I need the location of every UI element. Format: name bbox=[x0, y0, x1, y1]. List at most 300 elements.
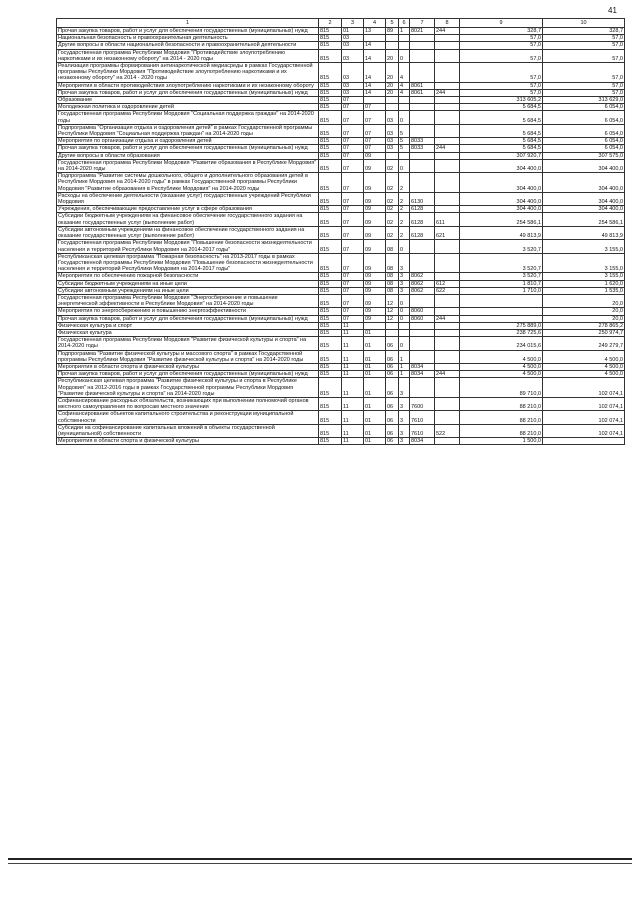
row-name-cell: Республиканская целевая программа "Пожарная безопасность" на 2013-2017 годы в рамках Государственной программы Республики Мордовия "Повышение безопасности жизнедеятельности населения и территорий Республики Мордовия на 2014-2017 годы" bbox=[57, 253, 319, 273]
expense-direction-cell: 8062 bbox=[410, 280, 435, 287]
section-cell: 11 bbox=[342, 322, 364, 329]
amount-2016-cell: 4 500,0 bbox=[543, 363, 625, 370]
expense-direction-cell bbox=[410, 253, 435, 273]
section-cell: 07 bbox=[342, 280, 364, 287]
row-name-cell: Прочая закупка товаров, работ и услуг для обеспечения государственных (муниципальных) нужд bbox=[57, 371, 319, 378]
subsection-cell: 01 bbox=[364, 337, 386, 350]
expense-direction-cell: 6128 bbox=[410, 213, 435, 226]
subsection-cell: 09 bbox=[364, 226, 386, 239]
expense-direction-cell bbox=[410, 350, 435, 363]
subprogram-cell: 2 bbox=[399, 226, 410, 239]
expense-direction-cell bbox=[410, 97, 435, 104]
subprogram-cell: 5 bbox=[399, 145, 410, 152]
expense-type-cell bbox=[435, 104, 460, 111]
subprogram-cell bbox=[399, 329, 410, 336]
column-header: 9 bbox=[460, 19, 543, 28]
expense-direction-cell: 8021 bbox=[410, 28, 435, 35]
row-name-cell: Государственная программа Республики Мордовия "Развитие образования в Республике Мордовия" на 2014-2020 годы bbox=[57, 159, 319, 172]
table-row bbox=[57, 104, 625, 111]
row-name-cell: Подпрограмма "Развитие физической культуры и массового спорта" в рамках Государственной программы Республики Мордовия "Развитие физической культуры и спорта" на 2014-2020 годы bbox=[57, 350, 319, 363]
subprogram-cell: 3 bbox=[399, 438, 410, 445]
expense-direction-cell: 8062 bbox=[410, 287, 435, 294]
row-name-cell: Мероприятия по обеспечению пожарной безопасности bbox=[57, 273, 319, 280]
admin-code-cell: 815 bbox=[319, 329, 342, 336]
expense-direction-cell: 7610 bbox=[410, 424, 435, 437]
amount-2015-cell: 254 586,1 bbox=[460, 213, 543, 226]
subsection-cell bbox=[364, 322, 386, 329]
column-header: 2 bbox=[319, 19, 342, 28]
amount-2015-cell: 1 710,0 bbox=[460, 287, 543, 294]
amount-2015-cell: 49 813,9 bbox=[460, 226, 543, 239]
expense-direction-cell: 8060 bbox=[410, 308, 435, 315]
amount-2015-cell: 5 684,5 bbox=[460, 138, 543, 145]
column-header: 10 bbox=[543, 19, 625, 28]
admin-code-cell: 815 bbox=[319, 63, 342, 83]
subsection-cell: 09 bbox=[364, 294, 386, 307]
table-row bbox=[57, 280, 625, 287]
table-row bbox=[57, 315, 625, 322]
subsection-cell bbox=[364, 35, 386, 42]
section-cell: 07 bbox=[342, 240, 364, 253]
subprogram-cell bbox=[399, 104, 410, 111]
table-row bbox=[57, 322, 625, 329]
amount-2016-cell: 102 074,1 bbox=[543, 378, 625, 398]
admin-code-cell: 815 bbox=[319, 152, 342, 159]
subprogram-cell: 4 bbox=[399, 89, 410, 96]
subsection-cell: 07 bbox=[364, 104, 386, 111]
amount-2015-cell: 57,0 bbox=[460, 35, 543, 42]
row-name-cell: Государственная программа Республики Мордовия "Повышение безопасности жизнедеятельности населения и территорий Республики Мордовия на 2014-2017 годы" bbox=[57, 240, 319, 253]
amount-2015-cell: 304 400,0 bbox=[460, 206, 543, 213]
subprogram-cell: 2 bbox=[399, 213, 410, 226]
row-name-cell: Государственная программа Республики Мордовия "Противодействие злоупотреблению наркотиками и их незаконному обороту" на 2014 - 2020 годы bbox=[57, 49, 319, 62]
amount-2015-cell: 5 684,5 bbox=[460, 104, 543, 111]
expense-type-cell bbox=[435, 49, 460, 62]
expense-type-cell: 244 bbox=[435, 28, 460, 35]
amount-2016-cell: 304 400,0 bbox=[543, 206, 625, 213]
amount-2016-cell: 57,0 bbox=[543, 49, 625, 62]
expense-direction-cell: 8061 bbox=[410, 89, 435, 96]
amount-2016-cell: 250 974,7 bbox=[543, 329, 625, 336]
section-cell: 07 bbox=[342, 111, 364, 124]
expense-type-cell bbox=[435, 378, 460, 398]
expense-type-cell bbox=[435, 192, 460, 205]
subsection-cell: 09 bbox=[364, 253, 386, 273]
subprogram-cell bbox=[399, 42, 410, 49]
amount-2015-cell: 1 500,0 bbox=[460, 438, 543, 445]
section-cell: 07 bbox=[342, 145, 364, 152]
row-name-cell: Мероприятия в области спорта и физической культуры bbox=[57, 438, 319, 445]
admin-code-cell: 815 bbox=[319, 280, 342, 287]
subsection-cell: 07 bbox=[364, 111, 386, 124]
expense-direction-cell: 8060 bbox=[410, 315, 435, 322]
amount-2016-cell: 254 586,1 bbox=[543, 213, 625, 226]
expense-type-cell bbox=[435, 253, 460, 273]
subsection-cell: 09 bbox=[364, 152, 386, 159]
admin-code-cell: 815 bbox=[319, 424, 342, 437]
subprogram-cell: 1 bbox=[399, 363, 410, 370]
amount-2015-cell: 313 605,2 bbox=[460, 97, 543, 104]
row-name-cell: Государственная программа Республики Мордовия "Развитие физической культуры и спорта" на 2014-2020 годы bbox=[57, 337, 319, 350]
subsection-cell: 01 bbox=[364, 350, 386, 363]
expense-direction-cell: 8033 bbox=[410, 145, 435, 152]
expense-direction-cell: 8061 bbox=[410, 82, 435, 89]
amount-2016-cell: 304 400,0 bbox=[543, 192, 625, 205]
expense-type-cell bbox=[435, 124, 460, 137]
admin-code-cell: 815 bbox=[319, 89, 342, 96]
expense-type-cell bbox=[435, 273, 460, 280]
subsection-cell: 09 bbox=[364, 273, 386, 280]
section-cell: 03 bbox=[342, 49, 364, 62]
program-cell: 06 bbox=[386, 337, 399, 350]
table-row bbox=[57, 253, 625, 273]
section-cell: 07 bbox=[342, 206, 364, 213]
subsection-cell bbox=[364, 97, 386, 104]
row-name-cell: Государственная программа Республики Мордовия "Энергосбережение и повышение энергетической эффективности в Республике Мордовия" на 2014-2020 годы bbox=[57, 294, 319, 307]
expense-direction-cell bbox=[410, 337, 435, 350]
expense-type-cell bbox=[435, 111, 460, 124]
table-row bbox=[57, 294, 625, 307]
expense-type-cell bbox=[435, 397, 460, 410]
subsection-cell: 09 bbox=[364, 308, 386, 315]
table-row bbox=[57, 287, 625, 294]
section-cell: 07 bbox=[342, 192, 364, 205]
section-cell: 07 bbox=[342, 104, 364, 111]
program-cell bbox=[386, 104, 399, 111]
section-cell: 11 bbox=[342, 337, 364, 350]
subprogram-cell: 2 bbox=[399, 206, 410, 213]
section-cell: 11 bbox=[342, 329, 364, 336]
subprogram-cell: 1 bbox=[399, 371, 410, 378]
program-cell: 20 bbox=[386, 82, 399, 89]
expense-direction-cell: 8062 bbox=[410, 273, 435, 280]
admin-code-cell: 815 bbox=[319, 240, 342, 253]
subsection-cell: 09 bbox=[364, 280, 386, 287]
section-cell: 07 bbox=[342, 152, 364, 159]
expense-type-cell bbox=[435, 322, 460, 329]
admin-code-cell: 815 bbox=[319, 104, 342, 111]
expense-type-cell bbox=[435, 240, 460, 253]
table-row bbox=[57, 63, 625, 83]
row-name-cell: Прочая закупка товаров, работ и услуг для обеспечения государственных (муниципальных) нужд bbox=[57, 145, 319, 152]
expense-type-cell bbox=[435, 308, 460, 315]
expense-type-cell bbox=[435, 35, 460, 42]
admin-code-cell: 815 bbox=[319, 206, 342, 213]
section-cell: 11 bbox=[342, 371, 364, 378]
subprogram-cell: 3 bbox=[399, 280, 410, 287]
expense-type-cell: 621 bbox=[435, 226, 460, 239]
program-cell: 02 bbox=[386, 226, 399, 239]
row-name-cell: Учреждения, обеспечивающие предоставление услуг в сфере образования bbox=[57, 206, 319, 213]
amount-2015-cell: 4 500,0 bbox=[460, 350, 543, 363]
amount-2015-cell: 3 520,7 bbox=[460, 240, 543, 253]
table-row bbox=[57, 97, 625, 104]
section-cell: 07 bbox=[342, 173, 364, 193]
section-cell: 07 bbox=[342, 124, 364, 137]
expense-direction-cell bbox=[410, 42, 435, 49]
amount-2015-cell: 3 520,7 bbox=[460, 273, 543, 280]
expense-type-cell bbox=[435, 294, 460, 307]
expense-type-cell bbox=[435, 82, 460, 89]
expense-direction-cell: 6128 bbox=[410, 206, 435, 213]
expense-direction-cell bbox=[410, 124, 435, 137]
program-cell: 03 bbox=[386, 145, 399, 152]
row-name-cell: Национальная безопасность и правоохранительная деятельность bbox=[57, 35, 319, 42]
column-header: 7 bbox=[410, 19, 435, 28]
amount-2016-cell: 1 620,0 bbox=[543, 280, 625, 287]
subsection-cell: 09 bbox=[364, 287, 386, 294]
amount-2015-cell: 304 400,0 bbox=[460, 159, 543, 172]
amount-2015-cell: 57,0 bbox=[460, 89, 543, 96]
admin-code-cell: 815 bbox=[319, 371, 342, 378]
table-row bbox=[57, 206, 625, 213]
expense-type-cell bbox=[435, 138, 460, 145]
amount-2015-cell: 234 015,6 bbox=[460, 337, 543, 350]
expense-direction-cell: 8034 bbox=[410, 371, 435, 378]
admin-code-cell: 815 bbox=[319, 192, 342, 205]
amount-2015-cell bbox=[460, 308, 543, 315]
program-cell: 03 bbox=[386, 138, 399, 145]
amount-2015-cell: 5 684,5 bbox=[460, 111, 543, 124]
table-row bbox=[57, 159, 625, 172]
admin-code-cell: 815 bbox=[319, 438, 342, 445]
row-name-cell: Прочая закупка товаров, работ и услуг для обеспечения государственных (муниципальных) нужд bbox=[57, 28, 319, 35]
program-cell: 06 bbox=[386, 438, 399, 445]
column-header: 1 bbox=[57, 19, 319, 28]
column-header: 5 bbox=[386, 19, 399, 28]
admin-code-cell: 815 bbox=[319, 111, 342, 124]
row-name-cell: Республиканская целевая программа "Развитие физической культуры и спорта в Республике Мордовия" на 2012-2016 годы в рамках Государственной программы Республики Мордовия "Развитие физической культуры и спорта" на 2014-2020 годы bbox=[57, 378, 319, 398]
section-cell: 07 bbox=[342, 159, 364, 172]
section-cell: 07 bbox=[342, 273, 364, 280]
amount-2016-cell: 278 865,2 bbox=[543, 322, 625, 329]
section-cell: 03 bbox=[342, 35, 364, 42]
subsection-cell: 09 bbox=[364, 240, 386, 253]
amount-2016-cell: 57,0 bbox=[543, 42, 625, 49]
expense-type-cell bbox=[435, 152, 460, 159]
table-row bbox=[57, 397, 625, 410]
program-cell: 20 bbox=[386, 89, 399, 96]
table-row bbox=[57, 337, 625, 350]
table-row bbox=[57, 145, 625, 152]
expense-type-cell: 522 bbox=[435, 424, 460, 437]
table-row bbox=[57, 411, 625, 424]
admin-code-cell: 815 bbox=[319, 322, 342, 329]
program-cell: 12 bbox=[386, 294, 399, 307]
subprogram-cell bbox=[399, 35, 410, 42]
subprogram-cell: 4 bbox=[399, 63, 410, 83]
expense-type-cell: 612 bbox=[435, 280, 460, 287]
section-cell: 07 bbox=[342, 287, 364, 294]
amount-2015-cell bbox=[460, 294, 543, 307]
row-name-cell: Подпрограмма "Организация отдыха и оздоровления детей" в рамках Государственной программы Республики Мордовия "Социальная поддержка граждан" на 2014-2020 годы bbox=[57, 124, 319, 137]
subsection-cell: 01 bbox=[364, 378, 386, 398]
admin-code-cell: 815 bbox=[319, 28, 342, 35]
table-row bbox=[57, 152, 625, 159]
program-cell: 02 bbox=[386, 159, 399, 172]
row-name-cell: Прочая закупка товаров, работ и услуг для обеспечения государственных (муниципальных) нужд bbox=[57, 315, 319, 322]
table-row bbox=[57, 329, 625, 336]
program-cell bbox=[386, 97, 399, 104]
amount-2016-cell: 20,0 bbox=[543, 315, 625, 322]
amount-2016-cell: 3 155,0 bbox=[543, 273, 625, 280]
amount-2015-cell: 3 520,7 bbox=[460, 253, 543, 273]
subprogram-cell: 1 bbox=[399, 28, 410, 35]
subprogram-cell: 0 bbox=[399, 240, 410, 253]
expense-direction-cell bbox=[410, 159, 435, 172]
amount-2015-cell: 1 810,7 bbox=[460, 280, 543, 287]
amount-2015-cell: 275 889,0 bbox=[460, 322, 543, 329]
amount-2016-cell: 102 074,1 bbox=[543, 397, 625, 410]
amount-2015-cell: 5 684,5 bbox=[460, 145, 543, 152]
subsection-cell: 07 bbox=[364, 145, 386, 152]
amount-2016-cell: 6 054,0 bbox=[543, 124, 625, 137]
expense-type-cell bbox=[435, 159, 460, 172]
column-header: 4 bbox=[364, 19, 386, 28]
expense-type-cell bbox=[435, 350, 460, 363]
subprogram-cell bbox=[399, 97, 410, 104]
admin-code-cell: 815 bbox=[319, 35, 342, 42]
table-row bbox=[57, 226, 625, 239]
program-cell bbox=[386, 322, 399, 329]
section-cell: 03 bbox=[342, 63, 364, 83]
row-name-cell: Прочая закупка товаров, работ и услуг для обеспечения государственных (муниципальных) нужд bbox=[57, 89, 319, 96]
admin-code-cell: 815 bbox=[319, 378, 342, 398]
table-row bbox=[57, 350, 625, 363]
table-row bbox=[57, 28, 625, 35]
subprogram-cell: 3 bbox=[399, 397, 410, 410]
program-cell bbox=[386, 152, 399, 159]
column-header: 8 bbox=[435, 19, 460, 28]
table-row bbox=[57, 424, 625, 437]
expense-direction-cell bbox=[410, 378, 435, 398]
subsection-cell: 01 bbox=[364, 411, 386, 424]
program-cell: 06 bbox=[386, 424, 399, 437]
amount-2016-cell: 304 400,0 bbox=[543, 159, 625, 172]
subsection-cell: 09 bbox=[364, 192, 386, 205]
program-cell bbox=[386, 42, 399, 49]
amount-2015-cell: 307 920,7 bbox=[460, 152, 543, 159]
table-row bbox=[57, 49, 625, 62]
amount-2016-cell: 307 575,0 bbox=[543, 152, 625, 159]
subsection-cell: 09 bbox=[364, 159, 386, 172]
admin-code-cell: 815 bbox=[319, 124, 342, 137]
expense-direction-cell bbox=[410, 35, 435, 42]
program-cell bbox=[386, 329, 399, 336]
section-cell: 11 bbox=[342, 397, 364, 410]
section-cell: 07 bbox=[342, 308, 364, 315]
subprogram-cell: 3 bbox=[399, 253, 410, 273]
subsection-cell: 14 bbox=[364, 63, 386, 83]
amount-2015-cell: 88 210,0 bbox=[460, 424, 543, 437]
expense-type-cell bbox=[435, 97, 460, 104]
subprogram-cell: 3 bbox=[399, 287, 410, 294]
admin-code-cell: 815 bbox=[319, 253, 342, 273]
amount-2016-cell: 6 054,0 bbox=[543, 104, 625, 111]
program-cell: 08 bbox=[386, 253, 399, 273]
amount-2015-cell: 88 210,0 bbox=[460, 411, 543, 424]
table-header-row bbox=[57, 19, 625, 28]
subprogram-cell: 0 bbox=[399, 308, 410, 315]
table-row bbox=[57, 308, 625, 315]
program-cell: 08 bbox=[386, 240, 399, 253]
admin-code-cell: 815 bbox=[319, 294, 342, 307]
table-row bbox=[57, 42, 625, 49]
subsection-cell: 09 bbox=[364, 213, 386, 226]
row-name-cell: Государственная программа Республики Мордовия "Социальная поддержка граждан" на 2014-2020 годы bbox=[57, 111, 319, 124]
amount-2016-cell: 57,0 bbox=[543, 63, 625, 83]
expense-type-cell: 611 bbox=[435, 213, 460, 226]
program-cell: 06 bbox=[386, 378, 399, 398]
subprogram-cell bbox=[399, 322, 410, 329]
table-row bbox=[57, 173, 625, 193]
amount-2016-cell: 6 054,0 bbox=[543, 145, 625, 152]
expense-type-cell bbox=[435, 411, 460, 424]
amount-2016-cell bbox=[543, 438, 625, 445]
amount-2016-cell: 1 535,0 bbox=[543, 287, 625, 294]
row-name-cell: Субсидии автономным учреждениям на финансовое обеспечение государственного задания на оказание государственных услуг (выполнение работ) bbox=[57, 226, 319, 239]
section-cell: 11 bbox=[342, 350, 364, 363]
admin-code-cell: 815 bbox=[319, 82, 342, 89]
row-name-cell: Расходы на обеспечение деятельности (оказание услуг) государственных учреждений Республики Мордовия bbox=[57, 192, 319, 205]
table-row bbox=[57, 138, 625, 145]
expense-direction-cell: 6130 bbox=[410, 192, 435, 205]
expense-direction-cell bbox=[410, 329, 435, 336]
subprogram-cell: 0 bbox=[399, 315, 410, 322]
admin-code-cell: 815 bbox=[319, 287, 342, 294]
section-cell: 07 bbox=[342, 226, 364, 239]
row-name-cell: Субсидии автономным учреждениям на иные цели bbox=[57, 287, 319, 294]
expense-type-cell bbox=[435, 42, 460, 49]
expense-direction-cell bbox=[410, 63, 435, 83]
amount-2015-cell: 5 684,5 bbox=[460, 124, 543, 137]
program-cell: 06 bbox=[386, 363, 399, 370]
program-cell: 08 bbox=[386, 280, 399, 287]
table-row bbox=[57, 438, 625, 445]
expense-direction-cell: 8034 bbox=[410, 363, 435, 370]
program-cell: 89 bbox=[386, 28, 399, 35]
amount-2015-cell: 4 500,0 bbox=[460, 371, 543, 378]
amount-2016-cell: 328,7 bbox=[543, 28, 625, 35]
expense-type-cell bbox=[435, 337, 460, 350]
program-cell: 12 bbox=[386, 315, 399, 322]
footer-divider-thin bbox=[8, 863, 632, 864]
subsection-cell: 13 bbox=[364, 28, 386, 35]
expense-type-cell: 622 bbox=[435, 287, 460, 294]
expense-direction-cell: 8033 bbox=[410, 138, 435, 145]
table-row bbox=[57, 273, 625, 280]
admin-code-cell: 815 bbox=[319, 273, 342, 280]
amount-2015-cell: 304 400,0 bbox=[460, 173, 543, 193]
table-row bbox=[57, 213, 625, 226]
subprogram-cell: 0 bbox=[399, 337, 410, 350]
amount-2016-cell: 4 500,0 bbox=[543, 350, 625, 363]
subprogram-cell: 0 bbox=[399, 111, 410, 124]
section-cell: 11 bbox=[342, 438, 364, 445]
amount-2016-cell: 3 155,0 bbox=[543, 240, 625, 253]
row-name-cell: Мероприятия по энергосбережению и повышению энергоэффективности bbox=[57, 308, 319, 315]
admin-code-cell: 815 bbox=[319, 97, 342, 104]
amount-2016-cell: 20,0 bbox=[543, 294, 625, 307]
subsection-cell: 01 bbox=[364, 438, 386, 445]
row-name-cell: Мероприятия по организации отдыха и оздоровления детей bbox=[57, 138, 319, 145]
expense-type-cell: 244 bbox=[435, 371, 460, 378]
amount-2015-cell: 328,7 bbox=[460, 28, 543, 35]
row-name-cell: Субсидии бюджетным учреждениям на финансовое обеспечение государственного задания на оказание государственных услуг (выполнение работ) bbox=[57, 213, 319, 226]
admin-code-cell: 815 bbox=[319, 42, 342, 49]
section-cell: 03 bbox=[342, 82, 364, 89]
program-cell bbox=[386, 35, 399, 42]
